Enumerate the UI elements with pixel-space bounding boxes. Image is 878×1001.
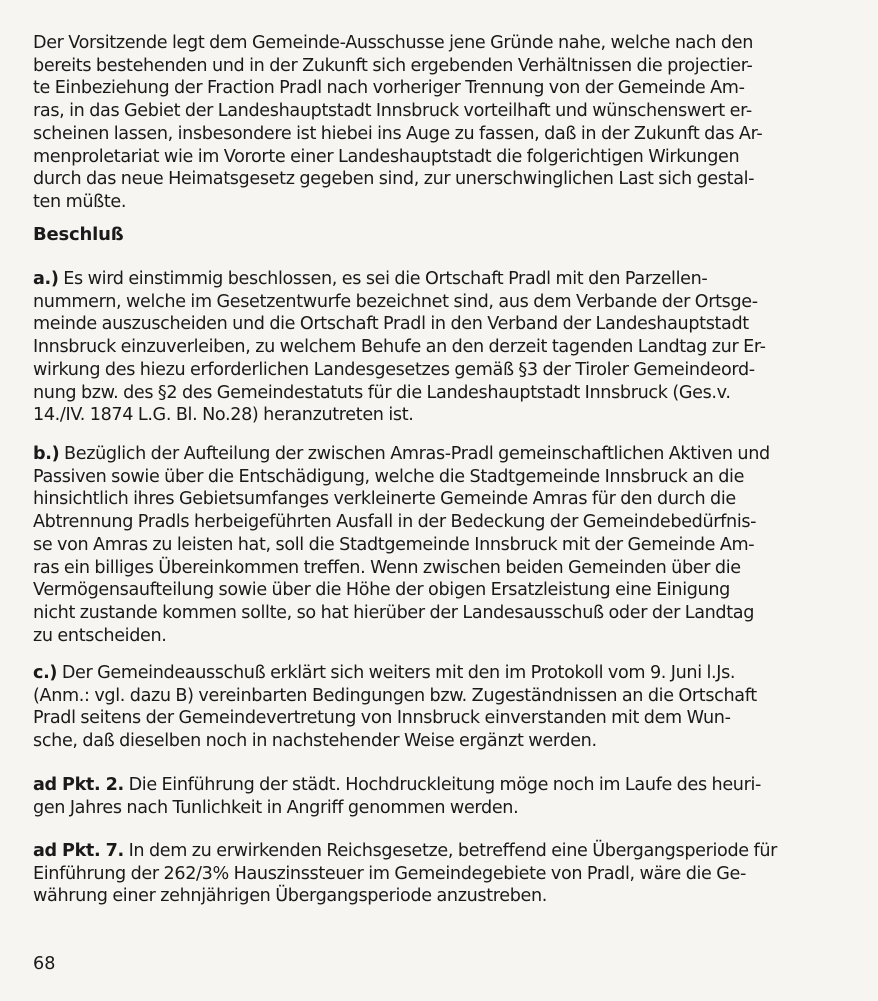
text-line: te Einbeziehung der Fraction Pradl nach vorheriger Trennung von der Gemeinde Am- — [33, 78, 745, 99]
text-line: (Anm.: vgl. dazu B) vereinbarten Bedingungen bzw. Zugeständnissen an die Ortschaft — [33, 685, 757, 706]
text-line: ras ein billiges Übereinkommen treffen. Wenn zwischen beiden Gemeinden über die — [33, 557, 741, 578]
item-label: b.) — [33, 444, 60, 464]
text-line: Es wird einstimmig beschlossen, es sei die Ortschaft Pradl mit den Parzellen- — [58, 269, 708, 289]
text-line: scheinen lassen, insbesondere ist hiebei ins Auge zu fassen, daß in der Zukunft das Ar- — [33, 123, 763, 144]
text-line: ten müßte. — [33, 191, 127, 212]
text-line: gen Jahres nach Tunlichkeit in Angriff genommen werden. — [33, 797, 519, 818]
text-line: hinsichtlich ihres Gebietsumfanges verkleinerte Gemeinde Amras für den durch die — [33, 489, 736, 510]
text-line: In dem zu erwirkenden Reichsgesetze, betreffend eine Übergangsperiode für — [123, 841, 778, 861]
text-line: Innsbruck einzuverleiben, zu welchem Behufe an den derzeit tagenden Landtag zur Er- — [33, 337, 766, 358]
text-line: Einführung der 262/3% Hauszinssteuer im Gemeindegebiete von Pradl, wäre die Ge- — [33, 863, 747, 884]
item-label: ad Pkt. 7. — [33, 841, 124, 861]
text-line: Passiven sowie über die Entschädigung, welche die Stadtgemeinde Innsbruck an die — [33, 466, 745, 487]
text-line: durch das neue Heimatsgesetz gegeben sind, zur unerschwinglichen Last sich gestal- — [33, 169, 755, 190]
text-line: währung einer zehnjährigen Übergangsperiode anzustreben. — [33, 886, 548, 907]
text-line: nicht zustande kommen sollte, so hat hierüber der Landesausschuß oder der Landtag — [33, 602, 755, 623]
text-line: se von Amras zu leisten hat, soll die Stadtgemeinde Innsbruck mit der Gemeinde Am- — [33, 534, 755, 555]
item-label: c.) — [33, 663, 58, 683]
text-line: zu entscheiden. — [33, 625, 167, 646]
text-line: nung bzw. des §2 des Gemeindestatuts für die Landeshauptstadt Innsbruck (Ges.v. — [33, 382, 731, 403]
text-line: Der Vorsitzende legt dem Gemeinde-Ausschusse jene Gründe nahe, welche nach den — [33, 33, 754, 53]
text-line: ras, in das Gebiet der Landeshauptstadt Innsbruck vorteilhaft und wünschenswert er- — [33, 101, 752, 122]
text-line: Die Einführung der städt. Hochdruckleitung möge noch im Laufe des heuri- — [123, 775, 762, 795]
item-b-paragraph — [33, 443, 848, 647]
text-line: sche, daß dieselben noch in nachstehender Weise ergänzt werden. — [33, 731, 597, 752]
text-line: wirkung des hiezu erforderlichen Landesgesetzes gemäß §3 der Tiroler Gemeindeord- — [33, 359, 755, 380]
section-heading: Beschluß — [33, 224, 124, 245]
ad-pkt-2-paragraph — [33, 774, 848, 819]
ad-pkt-7-paragraph — [33, 840, 848, 908]
text-line: Vermögensaufteilung sowie über die Höhe der obigen Ersatzleistung eine Einigung — [33, 580, 730, 601]
text-line: Pradl seitens der Gemeindevertretung von Innsbruck einverstanden mit dem Wun- — [33, 708, 731, 729]
text-line: Abtrennung Pradls herbeigeführten Ausfall in der Bedeckung der Gemeindebedürfnis- — [33, 512, 757, 533]
text-line: Der Gemeindeausschuß erklärt sich weiters mit den im Protokoll vom 9. Juni l.Js. — [57, 663, 736, 683]
item-c-paragraph — [33, 662, 848, 753]
item-label: ad Pkt. 2. — [33, 775, 124, 795]
text-line: menproletariat wie im Vororte einer Landeshauptstadt die folgerichtigen Wirkungen — [33, 146, 740, 167]
text-line: 14./IV. 1874 L.G. Bl. No.28) heranzutreten ist. — [33, 405, 414, 426]
item-a-paragraph — [33, 268, 848, 427]
text-line: nummern, welche im Gesetzentwurfe bezeichnet sind, aus dem Verbande der Ortsge- — [33, 291, 758, 312]
page-number: 68 — [33, 954, 56, 974]
text-line: meinde auszuscheiden und die Ortschaft Pradl in den Verband der Landeshauptstadt — [33, 314, 749, 335]
text-line: bereits bestehenden und in der Zukunft sich ergebenden Verhältnissen die projectier- — [33, 55, 753, 76]
intro-paragraph — [33, 32, 848, 214]
item-label: a.) — [33, 269, 59, 289]
text-line: Bezüglich der Aufteilung der zwischen Amras-Pradl gemeinschaftlichen Aktiven und — [59, 444, 770, 464]
